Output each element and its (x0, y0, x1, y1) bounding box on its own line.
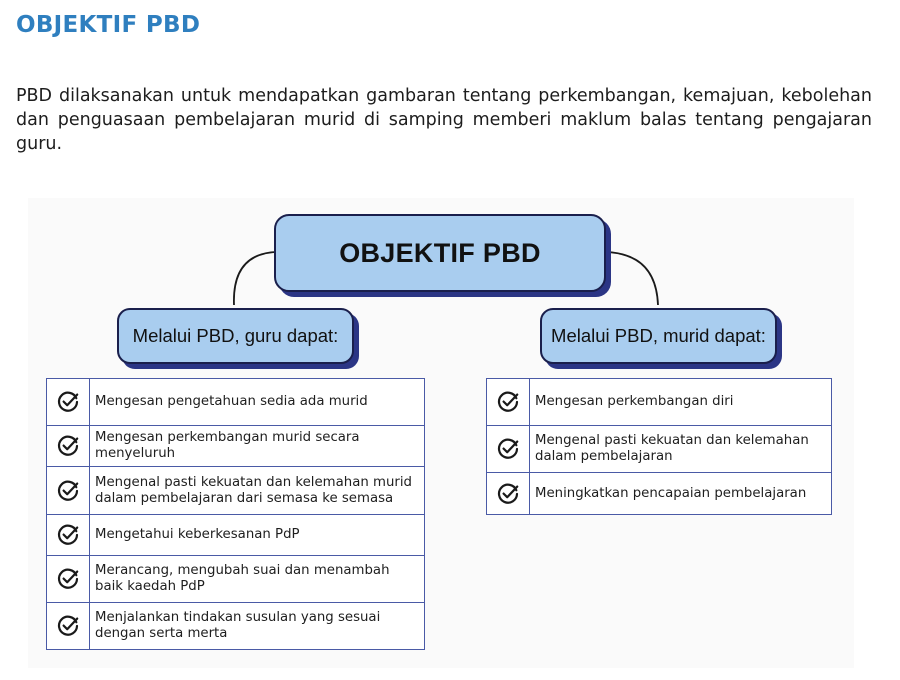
page-heading: OBJEKTIF PBD (16, 12, 201, 38)
objective-text: Mengenal pasti kekuatan dan kelemahan murid dalam pembelajaran dari semasa ke semasa (90, 467, 425, 515)
check-circle-icon (56, 390, 80, 414)
table-row (47, 379, 425, 426)
table-row (487, 426, 832, 473)
teacher-header-box (117, 308, 354, 364)
table-row (47, 515, 425, 556)
table-row (487, 473, 832, 515)
objective-text: Menjalankan tindakan susulan yang sesuai dengan serta merta (90, 603, 425, 650)
connector-left (234, 252, 276, 305)
objective-text: Merancang, mengubah suai dan menambah baik kaedah PdP (90, 556, 425, 603)
student-header: Melalui PBD, murid dapat: (551, 325, 766, 346)
check-circle-icon (56, 434, 80, 458)
intro-paragraph: PBD dilaksanakan untuk mendapatkan gambaran tentang perkembangan, kemajuan, kebolehan dan penguasaan pembelajaran murid di samping memberi maklum balas tentang pengajaran guru. (16, 86, 872, 154)
objective-text: Mengetahui keberkesanan PdP (90, 515, 425, 556)
check-circle-icon (56, 523, 80, 547)
main-title: OBJEKTIF PBD (339, 237, 541, 268)
check-circle-icon (56, 567, 80, 591)
table-row (487, 379, 832, 426)
teacher-objectives-table (46, 378, 425, 650)
objective-text: Meningkatkan pencapaian pembelajaran (530, 473, 832, 515)
check-circle-icon (56, 614, 80, 638)
check-circle-icon (496, 482, 520, 506)
check-circle-icon (496, 390, 520, 414)
objective-text: Mengesan pengetahuan sedia ada murid (90, 379, 425, 426)
table-row (47, 603, 425, 650)
check-circle-icon (56, 479, 80, 503)
connector-right (606, 252, 658, 305)
main-title-box (274, 214, 606, 292)
objective-text: Mengesan perkembangan murid secara menyeluruh (90, 426, 425, 467)
objective-text: Mengesan perkembangan diri (530, 379, 832, 426)
table-row (47, 426, 425, 467)
teacher-header: Melalui PBD, guru dapat: (132, 325, 339, 346)
table-row (47, 556, 425, 603)
objective-text: Mengenal pasti kekuatan dan kelemahan dalam pembelajaran (530, 426, 832, 473)
student-header-box (540, 308, 777, 364)
check-circle-icon (496, 437, 520, 461)
student-objectives-table (486, 378, 832, 515)
table-row (47, 467, 425, 515)
